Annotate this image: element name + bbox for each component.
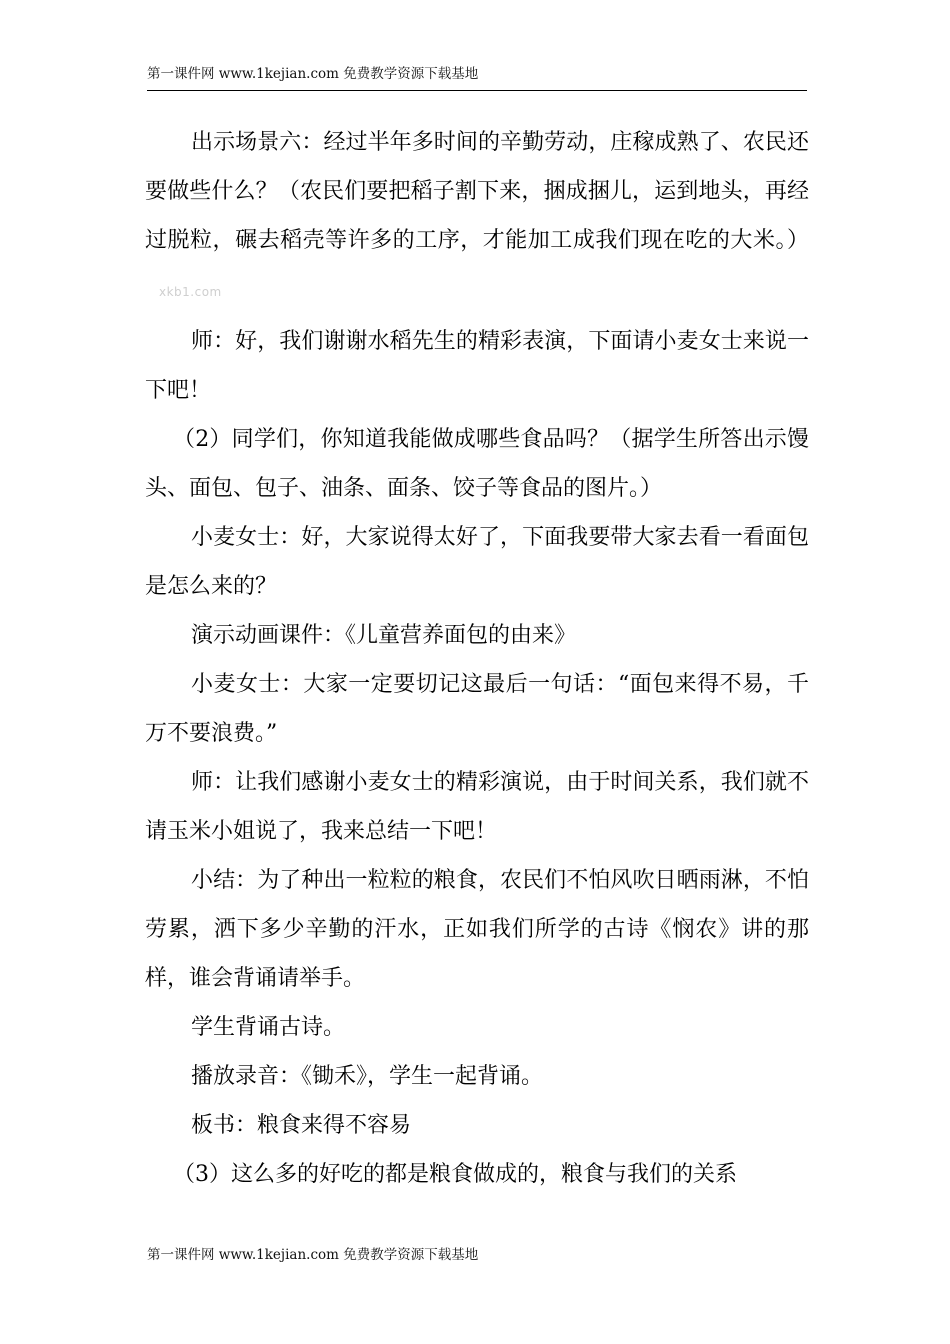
paragraph: 小麦女士：大家一定要切记这最后一句话：“面包来得不易，千万不要浪费。” — [145, 672, 809, 746]
page-header — [147, 64, 807, 91]
paragraph: 小结：为了种出一粒粒的粮食，农民们不怕风吹日晒雨淋，不怕劳累，洒下多少辛勤的汗水，正如我们所学的古诗《悯农》讲的那样，谁会背诵请举手。 — [145, 868, 809, 991]
page-footer — [147, 1245, 478, 1265]
header-text: 第一课件网 www.1kejian.com 免费教学资源下载基地 — [147, 66, 479, 82]
paragraph: 板书：粮食来得不容易 — [191, 1113, 412, 1138]
paragraph: （3）这么多的好吃的都是粮食做成的，粮食与我们的关系 — [173, 1162, 737, 1187]
paragraph: 学生背诵古诗。 — [191, 1015, 346, 1040]
document-body — [145, 118, 809, 1199]
paragraph: （2）同学们，你知道我能做成哪些食品吗？（据学生所答出示馒头、面包、包子、油条、面条、饺子等食品的图片。） — [145, 427, 809, 501]
watermark: xkb1.com — [159, 285, 222, 299]
paragraph: 师：好，我们谢谢水稻先生的精彩表演，下面请小麦女士来说一下吧！ — [145, 329, 809, 403]
paragraph — [145, 118, 809, 317]
paragraph-text: 出示场景六：经过半年多时间的辛勤劳动，庄稼成熟了、农民还要做些什么？（农民们要把稻子割下来，捆成捆儿，运到地头，再经过脱粒，碾去稻壳等许多的工序，才能加工成我们现在吃的大米。） — [145, 130, 809, 253]
paragraph: 小麦女士：好，大家说得太好了，下面我要带大家去看一看面包是怎么来的？ — [145, 525, 809, 599]
footer-text: 第一课件网 www.1kejian.com 免费教学资源下载基地 — [147, 1247, 479, 1263]
paragraph: 播放录音：《锄禾》，学生一起背诵。 — [191, 1064, 544, 1089]
paragraph: 师：让我们感谢小麦女士的精彩演说，由于时间关系，我们就不请玉米小姐说了，我来总结一下吧！ — [145, 770, 809, 844]
paragraph: 演示动画课件：《儿童营养面包的由来》 — [191, 623, 577, 648]
